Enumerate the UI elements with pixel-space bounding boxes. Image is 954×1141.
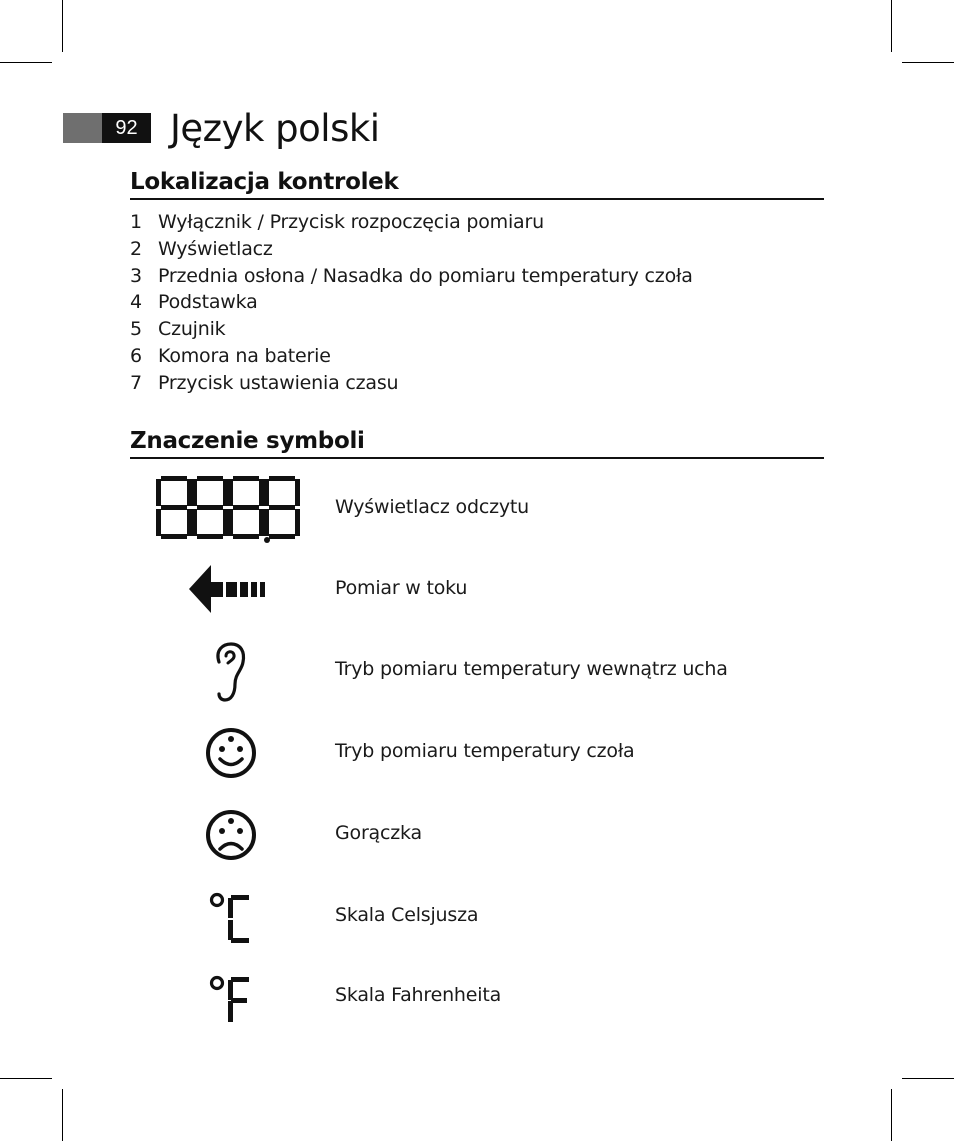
item-number: 2 (130, 237, 142, 260)
list-item (130, 343, 693, 370)
list-item (130, 289, 693, 316)
symbol-row-forehead (130, 726, 824, 786)
ear-icon (212, 642, 248, 702)
crop-mark (62, 1089, 63, 1141)
sad-face-icon (205, 808, 257, 862)
item-number: 1 (130, 211, 142, 233)
measuring-arrow-icon (188, 563, 274, 615)
smiling-face-icon (205, 726, 257, 780)
seven-segment-display-icon (155, 474, 305, 544)
item-number: 7 (130, 371, 142, 394)
symbol-row-measuring (130, 563, 824, 623)
crop-mark (0, 62, 52, 63)
item-number: 3 (130, 264, 142, 287)
item-label: Przednia osłona / Nasadka do pomiaru temperatury czoła (158, 264, 693, 287)
symbol-label: Wyświetlacz odczytu (335, 496, 529, 518)
list-item (130, 236, 693, 263)
symbol-label: Gorączka (335, 822, 422, 844)
symbol-label: Skala Fahrenheita (335, 984, 502, 1006)
item-label: Przycisk ustawienia czasu (158, 371, 399, 394)
item-label: Wyłącznik / Przycisk rozpoczęcia pomiaru (158, 211, 544, 233)
item-label: Czujnik (158, 318, 226, 341)
item-number: 5 (130, 318, 142, 341)
list-item (130, 370, 693, 397)
item-number: 6 (130, 344, 142, 367)
symbol-row-celsius (130, 890, 824, 950)
symbols-heading: Znaczenie symboli (130, 426, 824, 459)
item-number: 4 (130, 291, 142, 314)
celsius-icon (208, 890, 254, 946)
page-title: Język polski (170, 107, 380, 150)
symbol-label: Tryb pomiaru temperatury wewnątrz ucha (335, 658, 728, 680)
symbol-row-ear (130, 642, 824, 702)
symbol-label: Tryb pomiaru temperatury czoła (335, 740, 635, 762)
crop-mark (891, 0, 892, 52)
item-label: Wyświetlacz (158, 237, 273, 260)
symbol-row-fahrenheit (130, 970, 824, 1030)
fahrenheit-icon (208, 970, 254, 1026)
crop-mark (0, 1078, 52, 1079)
controls-list (130, 209, 693, 397)
symbol-label: Pomiar w toku (335, 577, 468, 599)
item-label: Komora na baterie (158, 344, 331, 367)
crop-mark (902, 1078, 954, 1079)
symbol-row-display (130, 474, 824, 534)
page-number: 92 (102, 113, 151, 143)
symbol-row-fever (130, 808, 824, 868)
symbol-label: Skala Celsjusza (335, 904, 479, 926)
list-item (130, 209, 693, 236)
controls-heading: Lokalizacja kontrolek (130, 167, 824, 200)
crop-mark (891, 1089, 892, 1141)
item-label: Podstawka (158, 291, 258, 314)
list-item (130, 263, 693, 290)
crop-mark (62, 0, 63, 52)
list-item (130, 316, 693, 343)
crop-mark (902, 62, 954, 63)
